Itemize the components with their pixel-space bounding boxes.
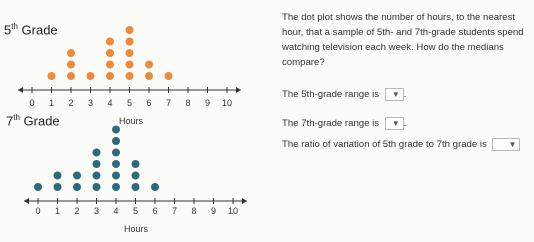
data-dot — [112, 137, 120, 145]
question-ratio-text: The ratio of variation of 5th grade to 7th grade is — [282, 139, 487, 150]
x-tick-label: 9 — [210, 206, 217, 216]
dot-plot-5th-svg — [0, 0, 260, 128]
data-dot — [132, 172, 140, 180]
data-dot — [93, 149, 101, 157]
data-dot — [87, 72, 95, 80]
data-dot — [151, 183, 159, 191]
x-tick-label: 7 — [165, 98, 172, 108]
question-5th-range: The 5th-grade range is ▼ . — [282, 89, 407, 100]
axis-arrow-left — [24, 198, 29, 204]
chevron-down-icon: ▼ — [391, 90, 400, 99]
dot-plot-7th-grade — [0, 110, 260, 242]
data-dot — [48, 72, 56, 80]
data-dot — [112, 149, 120, 157]
dot-plot-5th-grade — [0, 0, 260, 128]
data-dot — [67, 61, 75, 69]
question-prompt: The dot plot shows the number of hours, to the nearest hour, that a sample of 5th- and 7th-grade students spend watching television each week. How do the medians compare? — [282, 12, 524, 68]
x-tick-label: 10 — [221, 98, 233, 108]
data-dot — [73, 172, 81, 180]
data-dot — [132, 160, 140, 168]
x-tick-label: 9 — [204, 98, 211, 108]
data-dot — [112, 172, 120, 180]
dot-plot-7th-svg — [0, 110, 260, 242]
data-dot — [93, 172, 101, 180]
x-tick-label: 5 — [126, 98, 133, 108]
data-dot — [93, 160, 101, 168]
data-dot — [126, 61, 134, 69]
data-dot — [112, 183, 120, 191]
data-dot — [126, 38, 134, 46]
x-tick-label: 3 — [87, 98, 94, 108]
axis-arrow-left — [18, 87, 23, 93]
question-panel — [282, 10, 532, 70]
x-tick-label: 0 — [35, 206, 41, 216]
data-dot — [106, 61, 114, 69]
dropdown-7th-range[interactable] — [385, 117, 404, 130]
x-tick-label: 6 — [152, 206, 158, 216]
plot-title-7th: 7th Grade — [6, 113, 60, 129]
axis-arrow-right — [236, 87, 241, 93]
plot-title-5th: 5th Grade — [4, 22, 58, 38]
question-ratio — [282, 138, 520, 151]
x-axis-title-7th: Hours — [124, 224, 149, 234]
x-tick-label: 4 — [107, 98, 113, 108]
x-tick-label: 8 — [191, 206, 197, 216]
x-tick-label: 2 — [68, 98, 74, 108]
x-tick-label: 5 — [132, 206, 139, 216]
data-dot — [34, 183, 42, 191]
x-tick-label: 4 — [113, 206, 119, 216]
data-dot — [67, 72, 75, 80]
x-tick-label: 6 — [146, 98, 152, 108]
x-tick-label: 1 — [54, 206, 61, 216]
x-tick-label: 7 — [171, 206, 178, 216]
data-dot — [126, 26, 134, 34]
axis-arrow-right — [242, 198, 247, 204]
data-dot — [54, 172, 62, 180]
dropdown-5th-range[interactable] — [385, 88, 404, 101]
data-dot — [67, 49, 75, 57]
x-tick-label: 0 — [29, 98, 35, 108]
question-5th-range-text: The 5th-grade range is — [282, 89, 380, 100]
x-tick-label: 3 — [93, 206, 100, 216]
x-tick-label: 10 — [227, 206, 239, 216]
chevron-down-icon: ▼ — [508, 140, 517, 149]
chevron-down-icon: ▼ — [391, 119, 400, 128]
data-dot — [112, 126, 120, 134]
data-dot — [93, 183, 101, 191]
data-dot — [126, 72, 134, 80]
data-dot — [126, 49, 134, 57]
x-tick-label: 1 — [48, 98, 55, 108]
data-dot — [73, 183, 81, 191]
x-tick-label: 8 — [185, 98, 191, 108]
data-dot — [106, 72, 114, 80]
data-dot — [165, 72, 173, 80]
data-dot — [106, 49, 114, 57]
x-tick-label: 2 — [74, 206, 80, 216]
dropdown-ratio[interactable] — [492, 138, 520, 151]
question-7th-range-text: The 7th-grade range is — [282, 118, 380, 129]
data-dot — [145, 61, 153, 69]
x-axis-title-5th: Hours — [119, 116, 144, 126]
data-dot — [106, 38, 114, 46]
question-7th-range: The 7th-grade range is ▼ . — [282, 118, 407, 129]
data-dot — [112, 160, 120, 168]
data-dot — [145, 72, 153, 80]
data-dot — [54, 183, 62, 191]
data-dot — [132, 183, 140, 191]
